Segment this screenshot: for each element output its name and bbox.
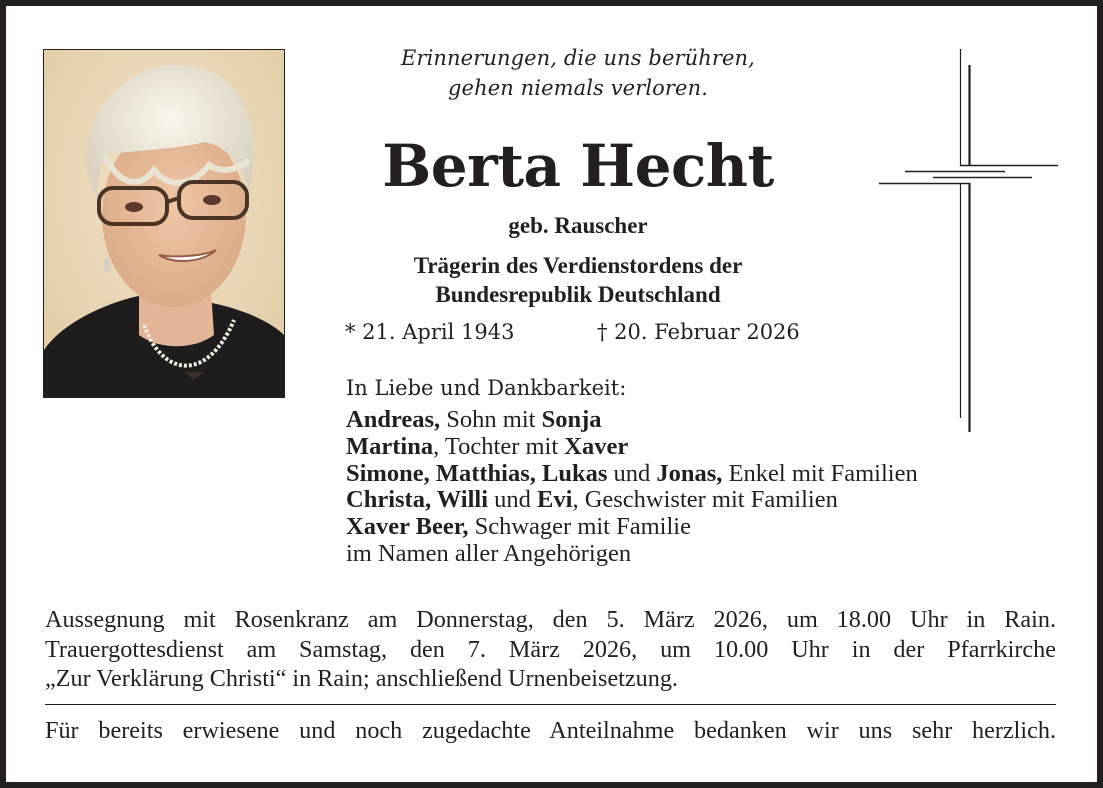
mourner-name: Christa, Willi <box>346 486 489 514</box>
mourner-closing: im Namen aller Angehörigen <box>346 539 632 567</box>
honor-line-1: Trägerin des Verdienstordens der <box>413 253 743 278</box>
thanks-note: Für bereits erwiesene und noch zugedachte Anteilnahme bedanken wir uns sehr herzlich. <box>45 717 1056 744</box>
mourner-name: Simone, Matthias, Lukas <box>346 459 608 487</box>
mourner-name: Andreas, <box>346 406 441 433</box>
mourner-conjunction: und <box>607 459 657 487</box>
honor-line-2: Bundesrepublik Deutschland <box>435 282 721 307</box>
mourner-name: Evi <box>537 486 573 514</box>
mourner-conjunction: und <box>488 486 538 514</box>
mourner-relation: , Tochter mit <box>433 432 565 460</box>
mourner-name: Jonas, <box>656 459 723 487</box>
service-line-3: „Zur Verklärung Christi“ in Rain; anschließend Urnenbeisetzung. <box>45 665 678 692</box>
dedication-intro: In Liebe und Dankbarkeit: <box>346 376 627 400</box>
mourner-relation: Sohn mit <box>440 406 542 433</box>
deceased-name: Berta Hecht <box>382 132 774 200</box>
mourner-name: Xaver Beer, <box>346 513 469 541</box>
mourner-name: Sonja <box>541 406 602 433</box>
mourner-relation: Enkel mit Familien <box>722 459 918 487</box>
motto-line-2: gehen niemals verloren. <box>448 76 708 100</box>
mourner-relation: Schwager mit Familie <box>468 513 691 541</box>
death-date: † 20. Februar 2026 <box>597 320 800 344</box>
funeral-service-info <box>45 605 1056 694</box>
mourner-name: Martina <box>346 432 434 460</box>
birth-date: * 21. April 1943 <box>345 320 515 344</box>
mourner-name: Xaver <box>564 432 629 460</box>
motto-line-1: Erinnerungen, die uns berühren, <box>401 46 755 70</box>
divider <box>45 704 1056 705</box>
service-line-2: Trauergottesdienst am Samstag, den 7. März 2026, um 10.00 Uhr in der Pfarrkirche <box>45 635 1056 663</box>
maiden-name: geb. Rauscher <box>508 213 648 238</box>
service-line-1: Aussegnung mit Rosenkranz am Donnerstag, den 5. März 2026, um 18.00 Uhr in Rain. <box>45 606 1056 633</box>
mourner-relation: , Geschwister mit Familien <box>572 486 838 514</box>
